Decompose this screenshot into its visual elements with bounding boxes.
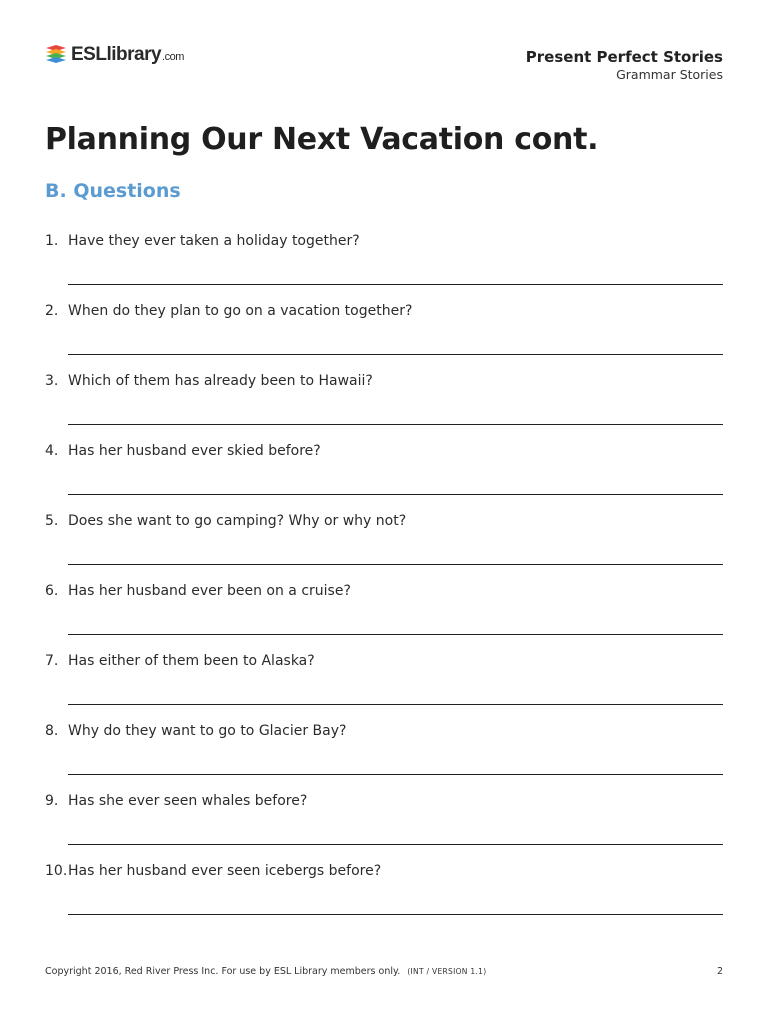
footer-copyright-block (45, 966, 486, 977)
section-heading: B. Questions (45, 180, 181, 202)
logo-text-com: .com (162, 51, 184, 63)
answer-line[interactable] (68, 564, 723, 565)
question-text: Has either of them been to Alaska? (68, 653, 315, 669)
logo-text-library: library (106, 44, 162, 65)
question-item (45, 511, 723, 581)
answer-line[interactable] (68, 844, 723, 845)
question-text: Why do they want to go to Glacier Bay? (68, 723, 347, 739)
question-number: 10. (45, 863, 68, 879)
series-title: Present Perfect Stories (525, 48, 723, 66)
page-title: Planning Our Next Vacation cont. (45, 122, 599, 157)
page-footer (45, 966, 723, 977)
question-item (45, 301, 723, 371)
series-header (526, 48, 723, 84)
question-text: Have they ever taken a holiday together? (68, 233, 360, 249)
logo-text-esl: ESL (71, 44, 107, 65)
question-number: 2. (45, 303, 59, 319)
question-text: Has her husband ever skied before? (68, 443, 321, 459)
book-stack-icon (45, 44, 67, 66)
question-item (45, 651, 723, 721)
question-number: 4. (45, 443, 59, 459)
question-number: 3. (45, 373, 59, 389)
question-item (45, 371, 723, 441)
question-text: Which of them has already been to Hawaii? (68, 373, 373, 389)
answer-line[interactable] (68, 704, 723, 705)
logo-wordmark (71, 44, 184, 66)
answer-line[interactable] (68, 774, 723, 775)
question-number: 6. (45, 583, 59, 599)
question-number: 1. (45, 233, 59, 249)
copyright-text: Copyright 2016, Red River Press Inc. For use by ESL Library members only. (45, 966, 401, 977)
series-subtitle: Grammar Stories (616, 67, 723, 82)
question-text: Has her husband ever seen icebergs before? (68, 863, 382, 879)
answer-line[interactable] (68, 354, 723, 355)
question-number: 5. (45, 513, 59, 529)
question-text: Has she ever seen whales before? (68, 793, 308, 809)
question-number: 8. (45, 723, 59, 739)
page-number: 2 (716, 966, 723, 977)
question-item (45, 721, 723, 791)
answer-line[interactable] (68, 424, 723, 425)
question-list (45, 231, 723, 931)
question-item (45, 791, 723, 861)
version-label: (INT / VERSION 1.1) (407, 967, 487, 976)
question-number: 7. (45, 653, 59, 669)
answer-line[interactable] (68, 914, 723, 915)
question-item (45, 231, 723, 301)
answer-line[interactable] (68, 494, 723, 495)
answer-line[interactable] (68, 634, 723, 635)
question-item (45, 861, 723, 931)
question-text: Does she want to go camping? Why or why not? (68, 513, 407, 529)
question-item (45, 441, 723, 511)
question-item (45, 581, 723, 651)
question-text: Has her husband ever been on a cruise? (68, 583, 351, 599)
question-text: When do they plan to go on a vacation together? (68, 303, 413, 319)
question-number: 9. (45, 793, 59, 809)
esl-library-logo (45, 44, 184, 66)
answer-line[interactable] (68, 284, 723, 285)
